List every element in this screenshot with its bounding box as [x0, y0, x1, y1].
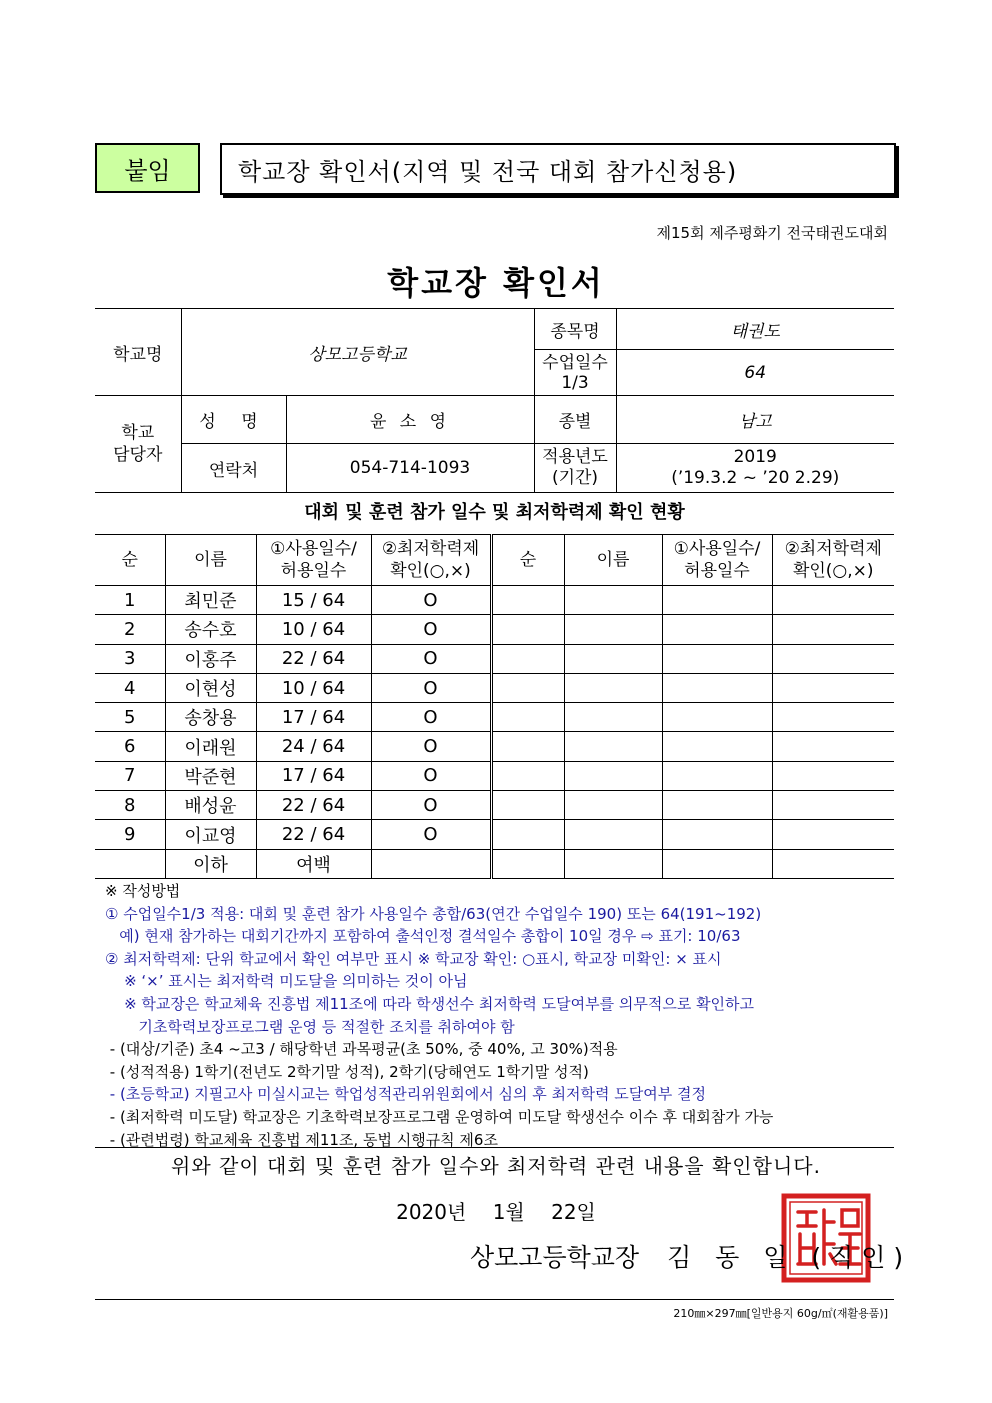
participant-check: O: [371, 615, 491, 644]
section-title: 대회 및 훈련 참가 일수 및 최저학력제 확인 현황: [304, 502, 685, 523]
school-label: 학교명: [95, 309, 181, 396]
participant-days: 22 / 64: [256, 791, 371, 820]
table-row: [95, 732, 894, 761]
year-value: 2019: [733, 447, 777, 467]
participant-days: 24 / 64: [256, 732, 371, 761]
header-name: 이름: [165, 535, 256, 586]
participant-name: 최민준: [165, 586, 256, 615]
header-days-2: ①사용일수/ 허용일수: [662, 535, 772, 586]
year-cell: [616, 444, 894, 493]
signature-name: 김 동 일 (직인): [667, 1243, 912, 1272]
table-row: [95, 673, 894, 702]
table-row: [95, 644, 894, 673]
table-row: [95, 791, 894, 820]
participant-no: [95, 849, 165, 878]
empty-cell: [491, 820, 564, 849]
participant-days: 17 / 64: [256, 703, 371, 732]
participant-name: 이교영: [165, 820, 256, 849]
category-label: 종별: [534, 396, 616, 444]
instruction-line: - (성적적용) 1학기(전년도 2학기말 성적), 2학기(당해연도 1학기말 성적): [105, 1062, 589, 1081]
date-year: 2020년: [396, 1200, 467, 1224]
category-value: 남고: [616, 396, 894, 444]
empty-cell: [662, 586, 772, 615]
empty-cell: [564, 820, 662, 849]
table-row: [95, 820, 894, 849]
info-table: [95, 308, 894, 493]
contact-label: 연락처: [181, 444, 286, 493]
header-no: 순: [95, 535, 165, 586]
participant-name: 이하: [165, 849, 256, 878]
empty-cell: [772, 791, 894, 820]
empty-cell: [772, 703, 894, 732]
participant-check: O: [371, 586, 491, 615]
empty-cell: [564, 732, 662, 761]
participant-no: 4: [95, 673, 165, 702]
school-days-label: 수업일수 1/3: [534, 350, 616, 396]
empty-cell: [491, 586, 564, 615]
document-header-title: 학교장 확인서(지역 및 전국 대회 참가신청용): [220, 143, 896, 195]
year-period: (’19.3.2 ~ ’20 2.29): [671, 468, 840, 488]
empty-cell: [564, 703, 662, 732]
instruction-line: ※ 학교장은 학교체육 진흥법 제11조에 따라 학생선수 최저학력 도달여부를 의무적으로 확인하고: [105, 994, 755, 1013]
empty-cell: [772, 820, 894, 849]
empty-cell: [662, 615, 772, 644]
participant-name: 이래원: [165, 732, 256, 761]
page-title: 학교장 확인서: [387, 264, 605, 302]
empty-cell: [564, 849, 662, 878]
instruction-line: - (대상/기준) 초4 ~고3 / 해당학년 과목평균(초 50%, 중 40%, 고 30%)적용: [105, 1040, 618, 1059]
participant-no: 9: [95, 820, 165, 849]
participant-days: 17 / 64: [256, 761, 371, 790]
instruction-line: 예) 현재 참가하는 대회기간까지 포함하여 출석인정 결석일수 총합이 10일 경우 ⇨ 표기: 10/63: [105, 927, 741, 946]
table-row: [95, 615, 894, 644]
participant-name: 박준현: [165, 761, 256, 790]
empty-cell: [772, 673, 894, 702]
empty-cell: [564, 791, 662, 820]
instruction-line: ② 최저학력제: 단위 학교에서 확인 여부만 표시 ※ 학교장 확인: ○표시, 학교장 미확인: × 표시: [105, 949, 722, 968]
manager-name-value: 윤 소 영: [286, 396, 534, 444]
participant-days: 22 / 64: [256, 644, 371, 673]
attachment-badge: 붙임: [95, 143, 200, 193]
participant-no: 7: [95, 761, 165, 790]
empty-cell: [662, 644, 772, 673]
participant-no: 8: [95, 791, 165, 820]
empty-cell: [491, 673, 564, 702]
header-days: ①사용일수/ 허용일수: [256, 535, 371, 586]
manager-name-label: 성 명: [181, 396, 286, 444]
participant-no: 1: [95, 586, 165, 615]
participant-days: 10 / 64: [256, 673, 371, 702]
participant-name: 송수호: [165, 615, 256, 644]
header-check: ②최저학력제 확인(○,×): [371, 535, 491, 586]
empty-cell: [662, 849, 772, 878]
participant-days: 15 / 64: [256, 586, 371, 615]
contact-value: 054-714-1093: [286, 444, 534, 493]
divider-bottom: [95, 1299, 894, 1300]
empty-cell: [564, 761, 662, 790]
participant-check: O: [371, 791, 491, 820]
sport-label: 종목명: [534, 309, 616, 350]
empty-cell: [564, 586, 662, 615]
participant-no: 5: [95, 703, 165, 732]
empty-cell: [772, 586, 894, 615]
participant-no: 3: [95, 644, 165, 673]
participant-check: O: [371, 732, 491, 761]
header-check-2: ②최저학력제 확인(○,×): [772, 535, 894, 586]
table-row: [95, 586, 894, 615]
empty-cell: [662, 791, 772, 820]
empty-cell: [564, 615, 662, 644]
participant-no: 2: [95, 615, 165, 644]
sport-value: 태권도: [616, 309, 894, 350]
empty-cell: [772, 644, 894, 673]
instruction-line: - (관련법령) 학교체육 진흥법 제11조, 동법 시행규칙 제6조: [105, 1130, 498, 1149]
school-days-value: 64: [616, 350, 894, 396]
paper-spec-footer: 210㎜×297㎜[일반용지 60g/㎡(재활용품)]: [673, 1307, 888, 1320]
participant-days: 10 / 64: [256, 615, 371, 644]
instructions: [105, 880, 905, 1151]
participant-name: 이홍주: [165, 644, 256, 673]
participant-check: O: [371, 703, 491, 732]
divider-top: [95, 1147, 894, 1148]
empty-cell: [491, 644, 564, 673]
empty-cell: [491, 849, 564, 878]
empty-cell: [491, 703, 564, 732]
date-month: 1월: [492, 1200, 525, 1224]
participant-check: O: [371, 761, 491, 790]
header-name-2: 이름: [564, 535, 662, 586]
participant-check: [371, 849, 491, 878]
instruction-line: ※ 작성방법: [105, 882, 181, 900]
manager-label: 학교 담당자: [95, 396, 181, 493]
empty-cell: [491, 732, 564, 761]
participant-days: 여백: [256, 849, 371, 878]
instruction-line: - (초등학교) 지필고사 미실시교는 학업성적관리위원회에서 심의 후 최저학력 도달여부 결정: [105, 1085, 706, 1104]
table-row: [95, 849, 894, 878]
signature-title: 상모고등학교장: [470, 1243, 640, 1272]
empty-cell: [491, 615, 564, 644]
participant-check: O: [371, 644, 491, 673]
instruction-line: ① 수업일수1/3 적용: 대회 및 훈련 참가 사용일수 총합/63(연간 수업일수 190) 또는 64(191~192): [105, 904, 762, 923]
instruction-line: - (최저학력 미도달) 학교장은 기초학력보장프로그램 운영하여 미도달 학생선수 이수 후 대회참가 가능: [105, 1107, 774, 1126]
participant-name: 배성윤: [165, 791, 256, 820]
signature-line: [470, 1238, 911, 1274]
instruction-line: ※ ‘×’ 표시는 최저학력 미도달을 의미하는 것이 아님: [105, 972, 468, 991]
participants-table: [95, 534, 894, 879]
empty-cell: [491, 791, 564, 820]
empty-cell: [564, 673, 662, 702]
participant-no: 6: [95, 732, 165, 761]
empty-cell: [662, 703, 772, 732]
participant-name: 이현성: [165, 673, 256, 702]
date-day: 22일: [551, 1200, 596, 1224]
table-row: [95, 761, 894, 790]
year-label: 적용년도 (기간): [534, 444, 616, 493]
empty-cell: [662, 673, 772, 702]
participant-check: O: [371, 820, 491, 849]
empty-cell: [772, 615, 894, 644]
instruction-line: 기초학력보장프로그램 운영 등 적절한 조치를 취하여야 함: [105, 1017, 515, 1036]
participant-name: 송창용: [165, 703, 256, 732]
empty-cell: [662, 732, 772, 761]
school-value: 상모고등학교: [181, 309, 534, 396]
event-name: 제15회 제주평화기 전국태권도대회: [656, 224, 888, 242]
empty-cell: [772, 761, 894, 790]
empty-cell: [491, 761, 564, 790]
header-no-2: 순: [491, 535, 564, 586]
participant-check: O: [371, 673, 491, 702]
participant-days: 22 / 64: [256, 820, 371, 849]
empty-cell: [772, 732, 894, 761]
table-row: [95, 703, 894, 732]
empty-cell: [564, 644, 662, 673]
empty-cell: [662, 761, 772, 790]
empty-cell: [662, 820, 772, 849]
confirmation-text: 위와 같이 대회 및 훈련 참가 일수와 최저학력 관련 내용을 확인합니다.: [171, 1154, 821, 1178]
empty-cell: [772, 849, 894, 878]
